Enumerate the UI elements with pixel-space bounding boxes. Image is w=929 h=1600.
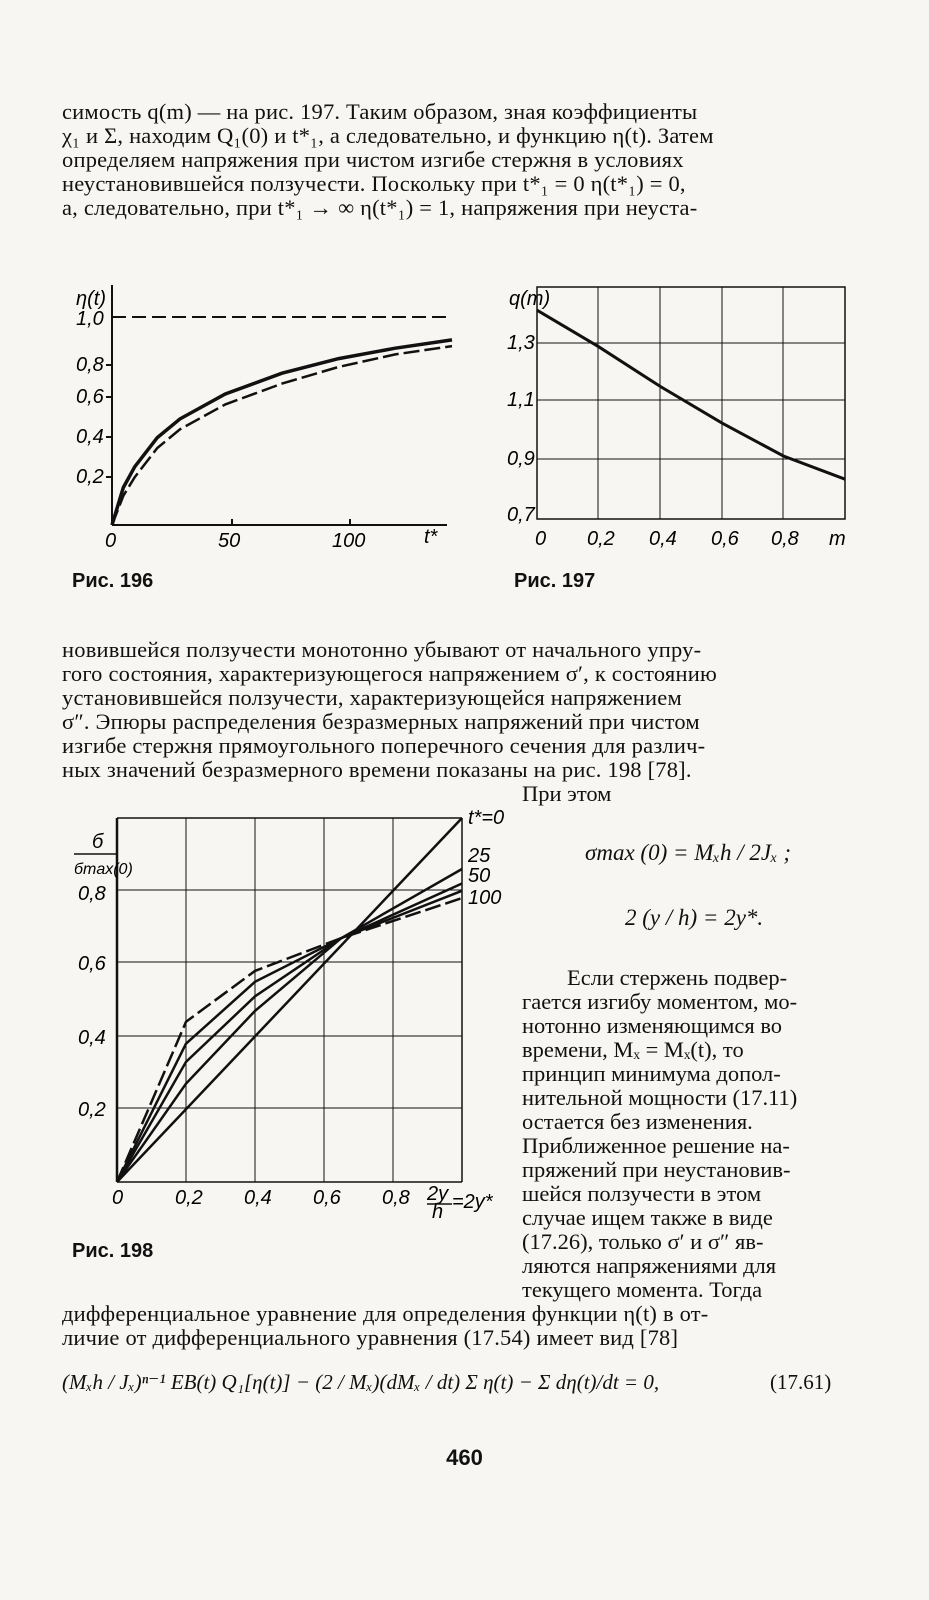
x-tick: 50 (218, 530, 241, 552)
x-tick: 0,6 (313, 1187, 341, 1209)
text-line: ляются напряжениями для (522, 1253, 777, 1278)
text-line: σ″. Эпюры распределения безразмерных напряжений при чистом (62, 709, 700, 734)
curve-label: 50 (468, 865, 491, 887)
x-tick: 100 (332, 530, 366, 552)
y-tick: 0,7 (507, 504, 535, 526)
text-line: принцип минимума допол- (522, 1061, 781, 1086)
y-tick: 0,8 (78, 883, 106, 905)
x-tick: 0,2 (175, 1187, 203, 1209)
y-tick: 0,2 (76, 466, 104, 488)
final-paragraph (62, 1302, 852, 1350)
x-tick: 0 (105, 530, 117, 552)
caption-198: Рис. 198 (72, 1240, 154, 1262)
text-line: остается без изменения. (522, 1109, 753, 1134)
x-tick: 0,4 (649, 528, 677, 550)
text-line: χ₁ и Σ, находим Q₁(0) и t*₁, а следовательно, и функцию η(t). Затем (62, 123, 714, 148)
x-tick: 0 (112, 1187, 124, 1209)
y-axis-label: η(t) (76, 288, 106, 310)
y-tick: 1,0 (76, 308, 104, 330)
equation-17-61: (Mₓh / Jₓ)ⁿ⁻¹ EB(t) Q₁[η(t)] − (2 / Mₓ)(dMₓ / dt) Σ η(t) − Σ dη(t)/dt = 0, (62, 1370, 660, 1394)
curve-label: t*=0 (468, 807, 505, 829)
y-tick: 1,3 (507, 332, 535, 354)
curve-dashed (117, 898, 462, 1182)
text-line: установившейся ползучести, характеризующейся напряжением (62, 685, 682, 710)
figure-196 (72, 275, 472, 555)
y-tick: 0,9 (507, 448, 535, 470)
curve-t50 (117, 884, 462, 1183)
text-line: новившейся ползучести монотонно убывают от начального упру- (62, 637, 702, 662)
text-line: гается изгибу моментом, мо- (522, 989, 798, 1014)
x-axis-label: m (829, 528, 846, 550)
y-axis-label-numerator: б (92, 831, 104, 853)
side-intro: При этом (522, 781, 612, 806)
text-line: дифференциальное уравнение для определения функции η(t) в от- (62, 1301, 709, 1326)
curve-label: 100 (468, 887, 502, 909)
y-tick: 0,6 (76, 386, 104, 408)
x-axis-label-tail: =2y* (452, 1191, 493, 1213)
text-line: времени, Mₓ = Mₓ(t), то (522, 1037, 744, 1062)
text-line: личие от дифференциального уравнения (17.54) имеет вид [78] (62, 1325, 679, 1350)
y-tick: 0,4 (76, 426, 104, 448)
x-tick: 0,8 (771, 528, 799, 550)
text-line: изгибе стержня прямоугольного поперечного сечения для различ- (62, 733, 706, 758)
text-line: нительной мощности (17.11) (522, 1085, 798, 1110)
y-axis-label-denominator: бmax(0) (74, 861, 133, 878)
formula-sigma-max: σmax (0) = Mₓh / 2Jₓ ; (585, 840, 791, 865)
text-line: текущего момента. Тогда (522, 1277, 763, 1302)
text-line: неустановившейся ползучести. Поскольку при t*₁ = 0 η(t*₁) = 0, (62, 171, 686, 196)
text-line: Если стержень подвер- (567, 965, 788, 990)
text-line: Приближенное решение на- (522, 1133, 790, 1158)
curve-t0 (117, 818, 462, 1182)
caption-197: Рис. 197 (514, 570, 596, 592)
figure-197 (505, 275, 855, 555)
x-tick: 0,6 (711, 528, 739, 550)
text-line: случае ищем также в виде (522, 1205, 773, 1230)
side-paragraph (522, 966, 852, 1302)
y-tick: 0,6 (78, 953, 106, 975)
x-axis-label-numerator: 2y (427, 1183, 449, 1205)
figure-198 (72, 800, 512, 1220)
text-line: а, следовательно, при t*₁ → ∞ η(t*₁) = 1, напряжения при неуста- (62, 195, 698, 220)
x-axis-label: t* (424, 526, 438, 548)
text-line: ных значений безразмерного времени показаны на рис. 198 [78]. (62, 757, 692, 782)
y-tick: 1,1 (507, 389, 535, 411)
caption-196: Рис. 196 (72, 570, 154, 592)
text-line: симость q(m) — на рис. 197. Таким образом, зная коэффициенты (62, 99, 698, 124)
equation-number: (17.61) (770, 1370, 832, 1394)
x-tick: 0,2 (587, 528, 615, 550)
curve-q (537, 310, 845, 479)
x-axis-label-denominator: h (432, 1201, 444, 1220)
y-tick: 0,8 (76, 354, 104, 376)
text-line: гого состояния, характеризующегося напряжением σ′, к состоянию (62, 661, 717, 686)
x-tick: 0,8 (382, 1187, 410, 1209)
text-line: определяем напряжения при чистом изгибе стержня в условиях (62, 147, 684, 172)
y-axis-label: q(m) (509, 288, 551, 310)
text-line: (17.26), только σ′ и σ″ яв- (522, 1229, 764, 1254)
text-line: шейся ползучести в этом (522, 1181, 762, 1206)
curve-solid (112, 340, 452, 525)
text-line: нотонно изменяющимся во (522, 1013, 783, 1038)
intro-paragraph (62, 100, 852, 220)
y-tick: 0,4 (78, 1027, 106, 1049)
y-tick: 0,2 (78, 1099, 106, 1121)
page-number: 460 (446, 1445, 483, 1470)
x-tick: 0 (535, 528, 547, 550)
curve-label: 25 (468, 845, 491, 867)
middle-paragraph (62, 638, 852, 782)
text-line: пряжений при неустановив- (522, 1157, 791, 1182)
x-tick: 0,4 (244, 1187, 272, 1209)
formula-y: 2 (y / h) = 2y*. (625, 905, 764, 930)
